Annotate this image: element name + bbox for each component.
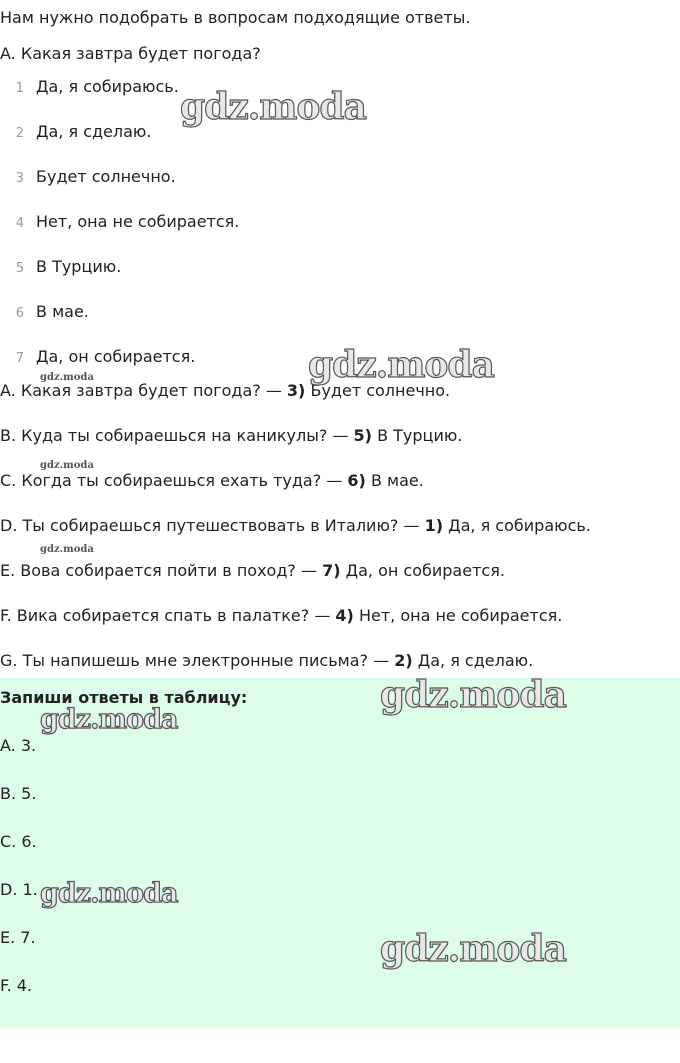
table-row: A. 3. xyxy=(0,736,37,755)
answer-line xyxy=(0,606,562,626)
watermark: gdz.moda xyxy=(40,878,178,909)
intro-text: Нам нужно подобрать в вопросам подходящие ответы. xyxy=(0,8,471,27)
table-row: C. 6. xyxy=(0,832,37,851)
answer-number: 2) xyxy=(394,651,413,670)
option-text: В мае. xyxy=(36,302,89,321)
answer-question: A. Какая завтра будет погода? — xyxy=(0,381,287,400)
answer-text: В Турцию. xyxy=(372,426,463,445)
option-number: 7 xyxy=(15,351,24,366)
table-row: F. 4. xyxy=(0,976,33,995)
answer-text: Да, я собираюсь. xyxy=(443,516,591,535)
watermark: gdz.moda xyxy=(308,344,494,386)
answer-text: Будет солнечно. xyxy=(305,381,451,400)
answer-line xyxy=(0,651,533,671)
answer-line xyxy=(0,561,505,581)
answer-line xyxy=(0,516,591,536)
table-row: B. 5. xyxy=(0,784,37,803)
option-text: Да, я сделаю. xyxy=(36,122,152,141)
watermark: gdz.moda xyxy=(180,86,366,128)
option-number: 4 xyxy=(15,216,24,231)
table-row: E. 7. xyxy=(0,928,36,947)
table-title: Запиши ответы в таблицу: xyxy=(0,688,248,707)
answer-question: E. Вова собирается пойти в поход? — xyxy=(0,561,323,580)
answer-line xyxy=(0,471,424,491)
answer-line xyxy=(0,381,450,401)
option-item xyxy=(0,256,121,278)
option-number: 2 xyxy=(15,126,24,141)
option-item xyxy=(0,166,176,188)
option-number: 1 xyxy=(15,81,24,96)
question-a-heading: A. Какая завтра будет погода? xyxy=(0,44,261,63)
option-item xyxy=(0,211,239,233)
answer-question: C. Когда ты собираешься ехать туда? — xyxy=(0,471,348,490)
watermark: gdz.moda xyxy=(40,460,94,471)
option-number: 3 xyxy=(15,171,24,186)
answer-question: F. Вика собирается спать в палатке? — xyxy=(0,606,336,625)
answer-line xyxy=(0,426,462,446)
answer-number: 4) xyxy=(335,606,354,625)
option-text: Будет солнечно. xyxy=(36,167,176,186)
answer-number: 7) xyxy=(322,561,341,580)
answer-text: Да, я сделаю. xyxy=(412,651,534,670)
answer-number: 1) xyxy=(424,516,444,535)
answer-text: Нет, она не собирается. xyxy=(353,606,563,625)
answer-text: В мае. xyxy=(365,471,424,490)
option-number: 5 xyxy=(15,261,24,276)
option-text: В Турцию. xyxy=(36,257,122,276)
option-item xyxy=(0,346,195,368)
option-text: Нет, она не собирается. xyxy=(36,212,240,231)
option-item xyxy=(0,76,179,98)
answer-table-panel xyxy=(0,678,680,1028)
answer-question: D. Ты собираешься путешествовать в Италию? — xyxy=(0,516,425,535)
answer-question: B. Куда ты собираешься на каникулы? — xyxy=(0,426,354,445)
watermark: gdz.moda xyxy=(40,372,94,383)
option-number: 6 xyxy=(15,306,24,321)
watermark: gdz.moda xyxy=(40,544,94,555)
answer-question: G. Ты напишешь мне электронные письма? — xyxy=(0,651,395,670)
answer-number: 6) xyxy=(347,471,366,490)
watermark: gdz.moda xyxy=(380,674,566,716)
answer-number: 3) xyxy=(286,381,306,400)
watermark: gdz.moda xyxy=(40,704,178,735)
answer-text: Да, он собирается. xyxy=(340,561,505,580)
answer-number: 5) xyxy=(353,426,372,445)
option-text: Да, он собирается. xyxy=(36,347,196,366)
option-item xyxy=(0,301,89,323)
table-row: D. 1. xyxy=(0,880,38,899)
watermark: gdz.moda xyxy=(380,928,566,970)
option-item xyxy=(0,121,151,143)
option-text: Да, я собираюсь. xyxy=(36,77,179,96)
